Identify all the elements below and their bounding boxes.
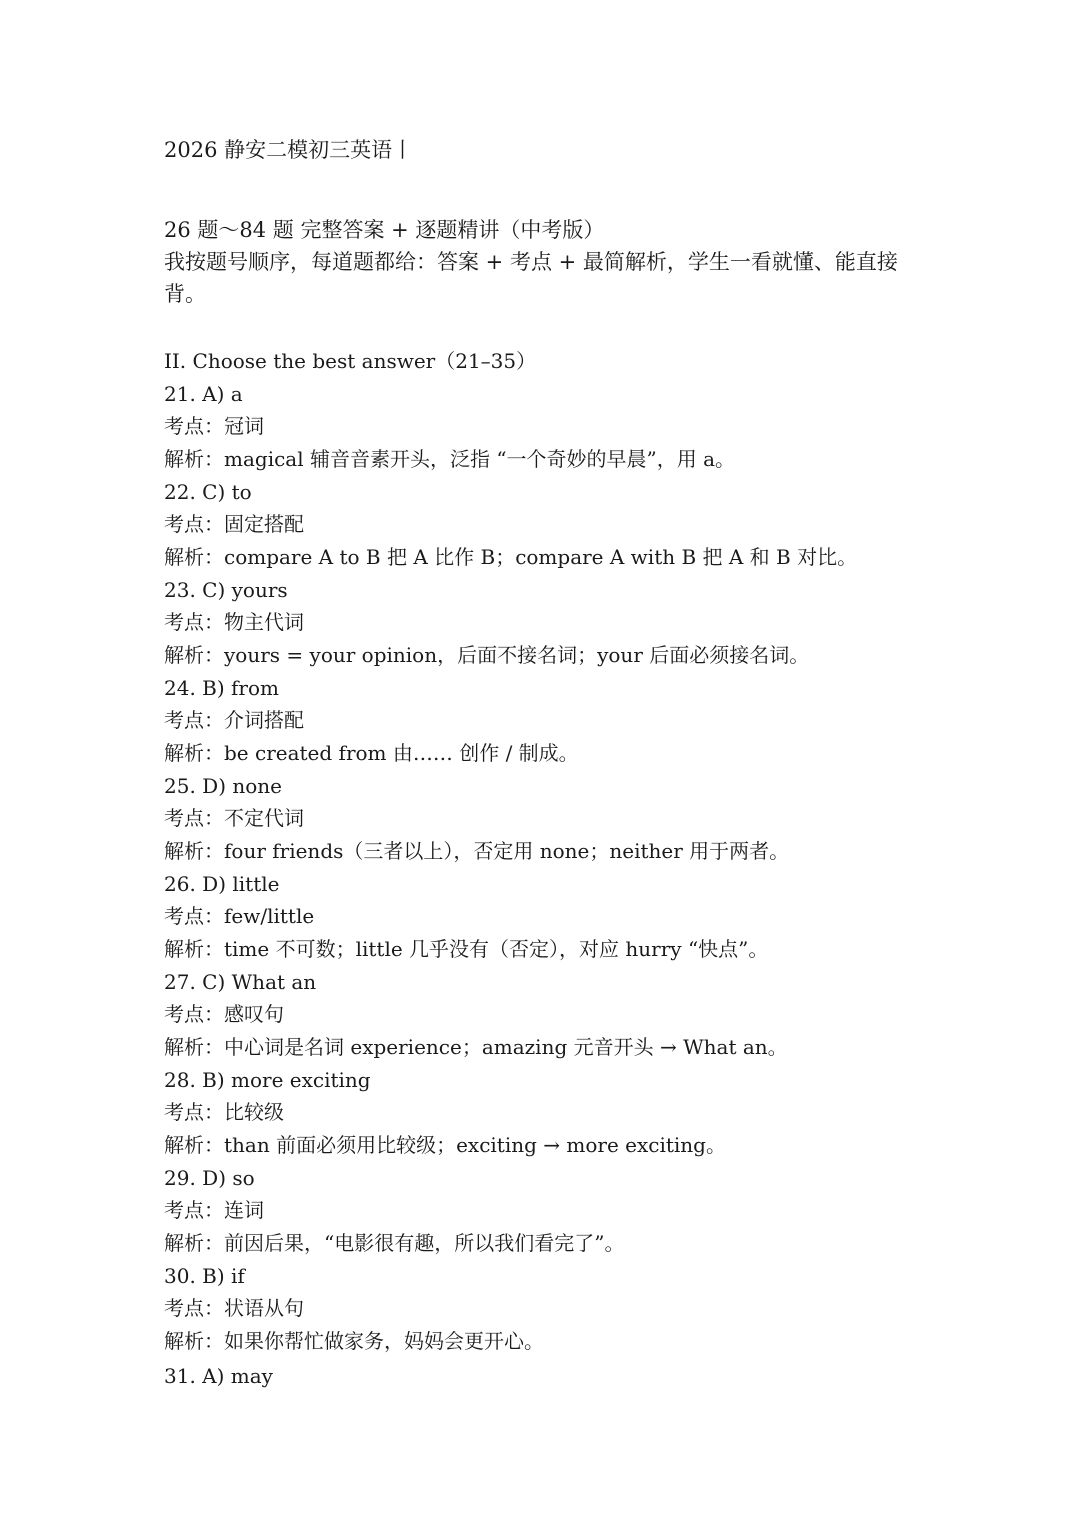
question-point: 考点：介词搭配 bbox=[164, 708, 304, 732]
question-item bbox=[164, 1064, 924, 1162]
question-explanation: 解析：如果你帮忙做家务，妈妈会更开心。 bbox=[164, 1329, 544, 1353]
document-title: 2026 静安二模初三英语丨 bbox=[164, 138, 414, 162]
question-point: 考点：状语从句 bbox=[164, 1296, 304, 1320]
question-answer: 30. B) if bbox=[164, 1264, 245, 1288]
document-intro: 我按题号顺序，每道题都给：答案 + 考点 + 最简解析，学生一看就懂、能直接背。 bbox=[164, 250, 898, 306]
question-explanation: 解析：be created from 由…… 创作 / 制成。 bbox=[164, 741, 579, 765]
question-explanation: 解析：中心词是名词 experience；amazing 元音开头 → What an。 bbox=[164, 1035, 788, 1059]
question-point: 考点：物主代词 bbox=[164, 610, 304, 634]
question-item bbox=[164, 378, 924, 476]
section-title: II. Choose the best answer（21–35） bbox=[164, 349, 537, 373]
document-subtitle: 26 题～84 题 完整答案 + 逐题精讲（中考版） bbox=[164, 218, 605, 242]
spacer bbox=[164, 310, 924, 344]
question-point: 考点：冠词 bbox=[164, 414, 264, 438]
question-answer: 25. D) none bbox=[164, 774, 282, 798]
question-answer: 29. D) so bbox=[164, 1166, 255, 1190]
question-point: 考点：不定代词 bbox=[164, 806, 304, 830]
question-item bbox=[164, 574, 924, 672]
question-answer: 26. D) little bbox=[164, 872, 280, 896]
question-answer: 27. C) What an bbox=[164, 970, 317, 994]
question-answer: 21. A) a bbox=[164, 382, 243, 406]
question-explanation: 解析：magical 辅音音素开头，泛指 “一个奇妙的早晨”，用 a。 bbox=[164, 447, 736, 471]
document-page bbox=[164, 128, 924, 1392]
question-answer: 28. B) more exciting bbox=[164, 1068, 371, 1092]
question-point: 考点：感叹句 bbox=[164, 1002, 284, 1026]
question-item bbox=[164, 1162, 924, 1260]
question-item bbox=[164, 868, 924, 966]
question-point: 考点：比较级 bbox=[164, 1100, 284, 1124]
spacer bbox=[164, 172, 924, 214]
question-explanation: 解析：yours = your opinion，后面不接名词；your 后面必须接名词。 bbox=[164, 643, 810, 667]
question-item bbox=[164, 1260, 924, 1358]
question-item bbox=[164, 770, 924, 868]
question-answer: 24. B) from bbox=[164, 676, 279, 700]
question-answer: 22. C) to bbox=[164, 480, 252, 504]
question-item bbox=[164, 476, 924, 574]
question-point: 考点：连词 bbox=[164, 1198, 264, 1222]
question-answer: 23. C) yours bbox=[164, 578, 288, 602]
question-explanation: 解析：than 前面必须用比较级；exciting → more exciting。 bbox=[164, 1133, 726, 1157]
question-point: 考点：few/little bbox=[164, 904, 315, 928]
question-point: 考点：固定搭配 bbox=[164, 512, 304, 536]
question-item bbox=[164, 672, 924, 770]
question-item bbox=[164, 966, 924, 1064]
question-explanation: 解析：four friends（三者以上），否定用 none；neither 用于两者。 bbox=[164, 839, 790, 863]
question-explanation: 解析：time 不可数；little 几乎没有（否定），对应 hurry “快点”。 bbox=[164, 937, 769, 961]
question-explanation: 解析：compare A to B 把 A 比作 B；compare A with B 把 A 和 B 对比。 bbox=[164, 545, 858, 569]
question-answer: 31. A) may bbox=[164, 1364, 273, 1388]
question-explanation: 解析：前因后果，“电影很有趣，所以我们看完了”。 bbox=[164, 1231, 625, 1255]
